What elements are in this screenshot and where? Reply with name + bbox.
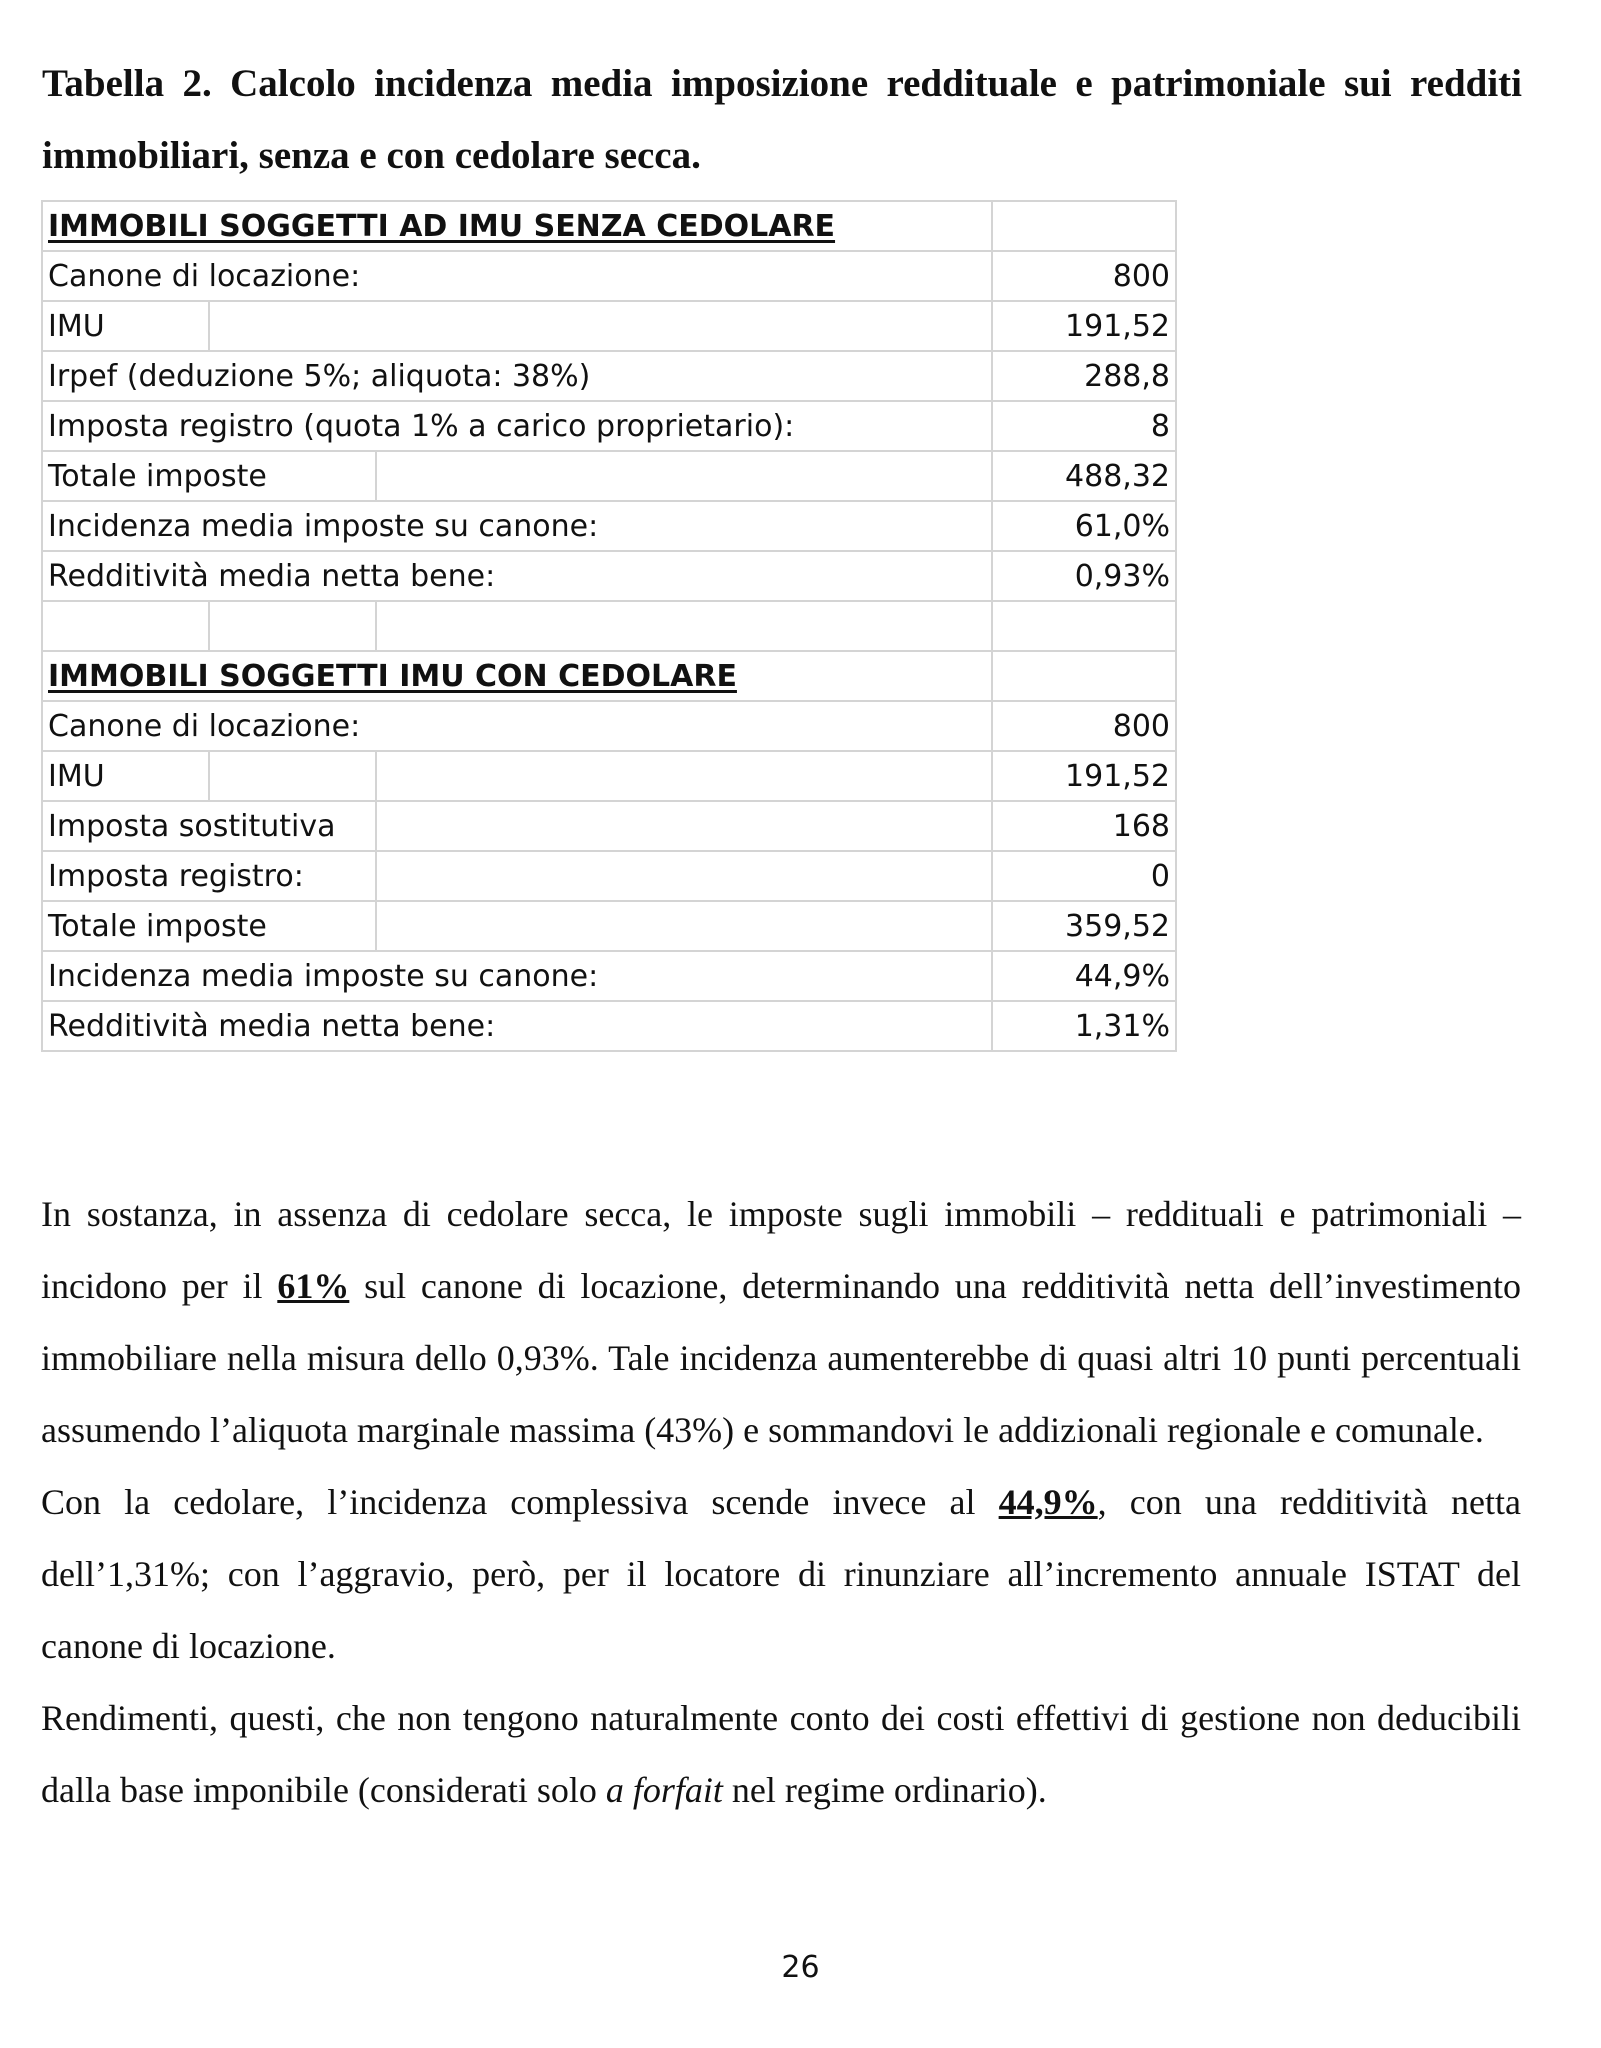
row-value: 0 <box>992 851 1176 901</box>
paragraph <box>41 1466 1521 1682</box>
empty-cell <box>376 601 992 651</box>
row-value: 1,31% <box>992 1001 1176 1051</box>
row-label: Canone di locazione: <box>42 701 992 751</box>
row-label: IMU <box>42 301 209 351</box>
row-label: IMU <box>42 751 209 801</box>
table-section-heading <box>42 651 1176 701</box>
row-label: Irpef (deduzione 5%; aliquota: 38%) <box>42 351 992 401</box>
row-value: 61,0% <box>992 501 1176 551</box>
empty-cell <box>376 801 992 851</box>
paragraph-text: Con la cedolare, l’incidenza complessiva scende invece al <box>41 1482 999 1522</box>
row-label: Incidenza media imposte su canone: <box>42 951 992 1001</box>
emphasis-value: 44,9% <box>998 1482 1098 1522</box>
empty-cell <box>209 301 992 351</box>
row-value: 168 <box>992 801 1176 851</box>
paragraph-text: nel regime ordinario). <box>722 1770 1047 1810</box>
empty-cell <box>209 751 376 801</box>
table-row <box>42 851 1176 901</box>
table-row <box>42 401 1176 451</box>
table-row <box>42 701 1176 751</box>
table-spacer-row <box>42 601 1176 651</box>
paragraph-text: Rendimenti, questi, che non tengono naturalmente conto dei costi effettivi di gestione non deducibili dalla base imponibile (considerati solo <box>41 1698 1521 1810</box>
table-row <box>42 1001 1176 1051</box>
row-label: Imposta sostitutiva <box>42 801 376 851</box>
table-row <box>42 951 1176 1001</box>
row-value: 8 <box>992 401 1176 451</box>
table-row <box>42 801 1176 851</box>
row-value: 800 <box>992 701 1176 751</box>
row-value: 44,9% <box>992 951 1176 1001</box>
row-label: Canone di locazione: <box>42 251 992 301</box>
row-label: Redditività media netta bene: <box>42 1001 992 1051</box>
row-label: Totale imposte <box>42 901 376 951</box>
section-heading-label: IMMOBILI SOGGETTI AD IMU SENZA CEDOLARE <box>42 201 992 251</box>
table-caption: Tabella 2. Calcolo incidenza media imposizione reddituale e patrimoniale sui redditi immobiliari, senza e con cedolare secca. <box>42 62 1522 177</box>
row-value: 488,32 <box>992 451 1176 501</box>
paragraph-text: sul canone di locazione, determinando una redditività netta dell’investimento immobiliare nella misura dello 0,93%. Tale incidenza aumenterebbe di quasi altri 10 punti percentuali assumendo l’aliquota marginale massima (43%) e sommandovi le addizionali regionale e comunale. <box>41 1266 1522 1450</box>
empty-cell <box>209 601 376 651</box>
row-label: Incidenza media imposte su canone: <box>42 501 992 551</box>
row-value: 191,52 <box>992 301 1176 351</box>
page-number: 26 <box>781 1950 820 1985</box>
table-row <box>42 301 1176 351</box>
table-row <box>42 451 1176 501</box>
empty-cell <box>992 651 1176 701</box>
table-section-heading <box>42 201 1176 251</box>
paragraph-text: In sostanza, in assenza di cedolare secca, le imposte sugli immobili – reddituali e patrimoniali – incidono per il <box>41 1194 1521 1306</box>
paragraph <box>41 1178 1521 1466</box>
row-label: Totale imposte <box>42 451 376 501</box>
table-row <box>42 751 1176 801</box>
empty-cell <box>992 201 1176 251</box>
paragraph <box>41 1682 1521 1826</box>
row-value: 0,93% <box>992 551 1176 601</box>
row-value: 288,8 <box>992 351 1176 401</box>
emphasis-value: 61% <box>277 1266 350 1306</box>
row-value: 359,52 <box>992 901 1176 951</box>
empty-cell <box>376 901 992 951</box>
empty-cell <box>376 851 992 901</box>
table-row <box>42 251 1176 301</box>
table-row <box>42 551 1176 601</box>
row-value: 191,52 <box>992 751 1176 801</box>
empty-cell <box>376 451 992 501</box>
italic-term: a forfait <box>605 1770 723 1810</box>
paragraph-text: , con una redditività netta dell’1,31%; con l’aggravio, però, per il locatore di rinunziare all’incremento annuale ISTAT del canone di locazione. <box>41 1482 1521 1666</box>
table-row <box>42 351 1176 401</box>
empty-cell <box>376 751 992 801</box>
row-label: Imposta registro (quota 1% a carico proprietario): <box>42 401 992 451</box>
empty-cell <box>42 601 209 651</box>
section-heading-label: IMMOBILI SOGGETTI IMU CON CEDOLARE <box>42 651 992 701</box>
row-label: Imposta registro: <box>42 851 376 901</box>
row-label: Redditività media netta bene: <box>42 551 992 601</box>
table-row <box>42 501 1176 551</box>
empty-cell <box>992 601 1176 651</box>
table-row <box>42 901 1176 951</box>
row-value: 800 <box>992 251 1176 301</box>
body-text <box>41 1178 1521 1826</box>
tax-table <box>41 200 1177 1052</box>
